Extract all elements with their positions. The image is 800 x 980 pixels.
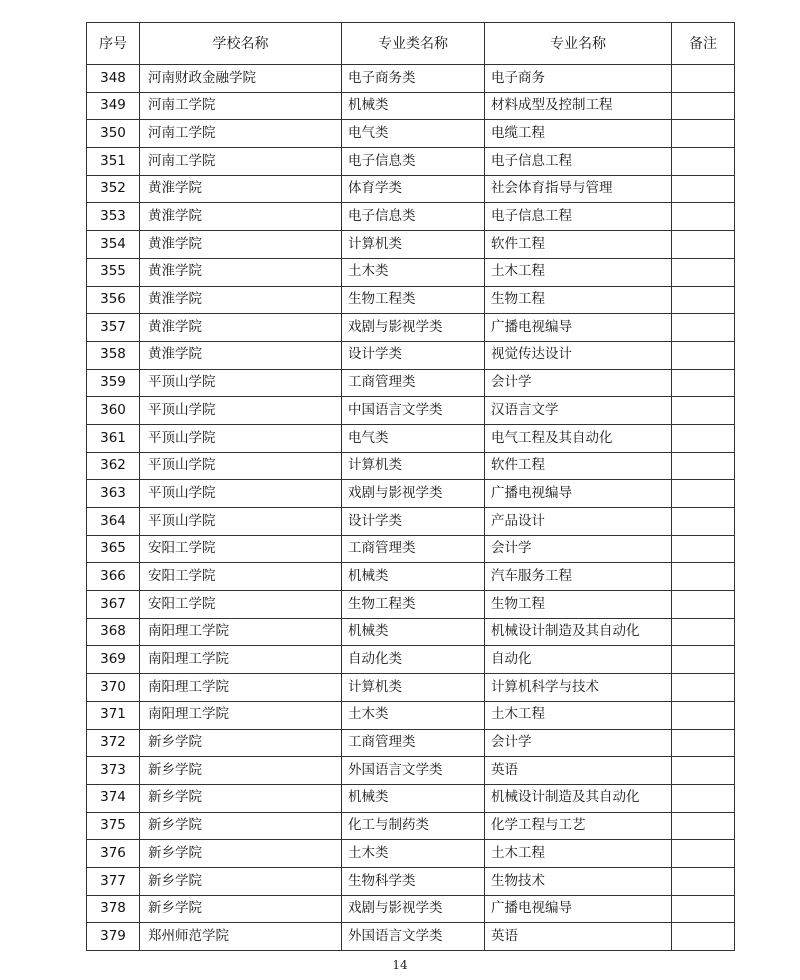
cell-no: 364 [87, 508, 140, 536]
cell-major: 电子信息工程 [485, 148, 672, 176]
table-row [87, 203, 735, 231]
cell-category: 戏剧与影视学类 [342, 480, 485, 508]
cell-school: 安阳工学院 [140, 563, 342, 591]
table-row [87, 840, 735, 868]
cell-no: 378 [87, 895, 140, 923]
cell-no: 350 [87, 120, 140, 148]
table-row [87, 148, 735, 176]
cell-note [672, 369, 735, 397]
cell-school: 平顶山学院 [140, 397, 342, 425]
cell-no: 371 [87, 701, 140, 729]
table-row [87, 729, 735, 757]
cell-note [672, 591, 735, 619]
cell-major: 英语 [485, 923, 672, 951]
cell-major: 英语 [485, 757, 672, 785]
cell-school: 新乡学院 [140, 784, 342, 812]
cell-major: 广播电视编导 [485, 314, 672, 342]
cell-school: 河南工学院 [140, 148, 342, 176]
cell-category: 工商管理类 [342, 369, 485, 397]
cell-category: 生物工程类 [342, 591, 485, 619]
cell-no: 373 [87, 757, 140, 785]
cell-note [672, 757, 735, 785]
cell-note [672, 480, 735, 508]
cell-school: 新乡学院 [140, 729, 342, 757]
cell-school: 安阳工学院 [140, 535, 342, 563]
cell-note [672, 784, 735, 812]
cell-no: 359 [87, 369, 140, 397]
header-major: 专业名称 [485, 23, 672, 65]
cell-school: 新乡学院 [140, 840, 342, 868]
cell-category: 生物科学类 [342, 867, 485, 895]
header-no: 序号 [87, 23, 140, 65]
cell-no: 361 [87, 424, 140, 452]
cell-major: 会计学 [485, 535, 672, 563]
cell-note [672, 203, 735, 231]
cell-category: 中国语言文学类 [342, 397, 485, 425]
header-school: 学校名称 [140, 23, 342, 65]
cell-category: 电子商务类 [342, 65, 485, 93]
cell-no: 375 [87, 812, 140, 840]
table-row [87, 314, 735, 342]
cell-major: 广播电视编导 [485, 895, 672, 923]
cell-no: 372 [87, 729, 140, 757]
table-header [87, 23, 735, 65]
table-row [87, 508, 735, 536]
cell-category: 机械类 [342, 618, 485, 646]
cell-no: 367 [87, 591, 140, 619]
cell-major: 产品设计 [485, 508, 672, 536]
table-row [87, 480, 735, 508]
cell-school: 新乡学院 [140, 867, 342, 895]
cell-category: 设计学类 [342, 508, 485, 536]
cell-note [672, 452, 735, 480]
table-row [87, 424, 735, 452]
cell-note [672, 535, 735, 563]
cell-school: 平顶山学院 [140, 452, 342, 480]
cell-note [672, 397, 735, 425]
cell-school: 河南财政金融学院 [140, 65, 342, 93]
cell-major: 电子商务 [485, 65, 672, 93]
page-number: 14 [392, 958, 408, 972]
cell-major: 土木工程 [485, 701, 672, 729]
cell-category: 机械类 [342, 92, 485, 120]
cell-major: 土木工程 [485, 258, 672, 286]
cell-no: 374 [87, 784, 140, 812]
table-row [87, 591, 735, 619]
cell-major: 自动化 [485, 646, 672, 674]
cell-no: 370 [87, 674, 140, 702]
cell-major: 计算机科学与技术 [485, 674, 672, 702]
cell-major: 机械设计制造及其自动化 [485, 618, 672, 646]
cell-category: 戏剧与影视学类 [342, 895, 485, 923]
cell-no: 379 [87, 923, 140, 951]
table-row [87, 452, 735, 480]
cell-category: 戏剧与影视学类 [342, 314, 485, 342]
cell-category: 自动化类 [342, 646, 485, 674]
cell-category: 电气类 [342, 424, 485, 452]
cell-school: 新乡学院 [140, 812, 342, 840]
cell-category: 计算机类 [342, 452, 485, 480]
cell-school: 南阳理工学院 [140, 674, 342, 702]
cell-school: 黄淮学院 [140, 175, 342, 203]
cell-category: 电子信息类 [342, 148, 485, 176]
table-row [87, 563, 735, 591]
cell-no: 368 [87, 618, 140, 646]
cell-note [672, 729, 735, 757]
cell-note [672, 508, 735, 536]
cell-school: 新乡学院 [140, 895, 342, 923]
cell-no: 362 [87, 452, 140, 480]
cell-note [672, 812, 735, 840]
cell-major: 生物工程 [485, 591, 672, 619]
table-row [87, 923, 735, 951]
cell-note [672, 92, 735, 120]
cell-category: 计算机类 [342, 674, 485, 702]
cell-major: 材料成型及控制工程 [485, 92, 672, 120]
cell-major: 生物工程 [485, 286, 672, 314]
cell-note [672, 286, 735, 314]
cell-category: 外国语言文学类 [342, 757, 485, 785]
table-row [87, 120, 735, 148]
cell-note [672, 341, 735, 369]
cell-school: 平顶山学院 [140, 480, 342, 508]
cell-major: 会计学 [485, 369, 672, 397]
cell-note [672, 840, 735, 868]
cell-major: 电缆工程 [485, 120, 672, 148]
cell-no: 366 [87, 563, 140, 591]
majors-table [86, 22, 735, 951]
cell-school: 黄淮学院 [140, 258, 342, 286]
cell-category: 工商管理类 [342, 535, 485, 563]
table-row [87, 92, 735, 120]
table-row [87, 618, 735, 646]
cell-school: 河南工学院 [140, 120, 342, 148]
cell-category: 计算机类 [342, 231, 485, 259]
table-row [87, 175, 735, 203]
cell-category: 生物工程类 [342, 286, 485, 314]
cell-school: 河南工学院 [140, 92, 342, 120]
cell-school: 黄淮学院 [140, 203, 342, 231]
cell-no: 354 [87, 231, 140, 259]
table-row [87, 674, 735, 702]
cell-no: 360 [87, 397, 140, 425]
cell-category: 体育学类 [342, 175, 485, 203]
cell-major: 社会体育指导与管理 [485, 175, 672, 203]
cell-major: 会计学 [485, 729, 672, 757]
table-row [87, 231, 735, 259]
cell-major: 土木工程 [485, 840, 672, 868]
cell-major: 化学工程与工艺 [485, 812, 672, 840]
table-row [87, 341, 735, 369]
cell-school: 黄淮学院 [140, 314, 342, 342]
cell-school: 黄淮学院 [140, 286, 342, 314]
cell-note [672, 175, 735, 203]
cell-category: 土木类 [342, 840, 485, 868]
cell-school: 安阳工学院 [140, 591, 342, 619]
cell-note [672, 563, 735, 591]
cell-school: 平顶山学院 [140, 369, 342, 397]
cell-major: 电气工程及其自动化 [485, 424, 672, 452]
cell-no: 349 [87, 92, 140, 120]
table-body [87, 65, 735, 951]
cell-major: 机械设计制造及其自动化 [485, 784, 672, 812]
cell-no: 377 [87, 867, 140, 895]
cell-no: 355 [87, 258, 140, 286]
cell-category: 电气类 [342, 120, 485, 148]
cell-school: 平顶山学院 [140, 424, 342, 452]
table-row [87, 701, 735, 729]
cell-category: 机械类 [342, 784, 485, 812]
table-row [87, 867, 735, 895]
cell-major: 软件工程 [485, 452, 672, 480]
cell-note [672, 148, 735, 176]
cell-school: 平顶山学院 [140, 508, 342, 536]
cell-note [672, 314, 735, 342]
cell-school: 黄淮学院 [140, 341, 342, 369]
cell-category: 机械类 [342, 563, 485, 591]
cell-school: 郑州师范学院 [140, 923, 342, 951]
cell-category: 土木类 [342, 258, 485, 286]
header-category: 专业类名称 [342, 23, 485, 65]
cell-school: 黄淮学院 [140, 231, 342, 259]
cell-no: 353 [87, 203, 140, 231]
table-row [87, 65, 735, 93]
cell-note [672, 120, 735, 148]
table-row [87, 397, 735, 425]
header-row [87, 23, 735, 65]
table-row [87, 258, 735, 286]
cell-major: 汽车服务工程 [485, 563, 672, 591]
cell-note [672, 867, 735, 895]
table-row [87, 895, 735, 923]
table-row [87, 286, 735, 314]
cell-no: 376 [87, 840, 140, 868]
cell-school: 南阳理工学院 [140, 618, 342, 646]
cell-no: 357 [87, 314, 140, 342]
cell-note [672, 618, 735, 646]
cell-no: 363 [87, 480, 140, 508]
header-note: 备注 [672, 23, 735, 65]
cell-major: 电子信息工程 [485, 203, 672, 231]
cell-school: 南阳理工学院 [140, 646, 342, 674]
cell-no: 358 [87, 341, 140, 369]
cell-category: 工商管理类 [342, 729, 485, 757]
table-row [87, 535, 735, 563]
cell-no: 365 [87, 535, 140, 563]
cell-note [672, 701, 735, 729]
table-row [87, 369, 735, 397]
cell-school: 南阳理工学院 [140, 701, 342, 729]
cell-note [672, 646, 735, 674]
cell-major: 广播电视编导 [485, 480, 672, 508]
table-row [87, 757, 735, 785]
cell-category: 设计学类 [342, 341, 485, 369]
cell-note [672, 424, 735, 452]
cell-note [672, 231, 735, 259]
cell-no: 352 [87, 175, 140, 203]
cell-major: 软件工程 [485, 231, 672, 259]
table-row [87, 646, 735, 674]
cell-category: 外国语言文学类 [342, 923, 485, 951]
cell-note [672, 258, 735, 286]
cell-category: 土木类 [342, 701, 485, 729]
cell-note [672, 65, 735, 93]
table-row [87, 784, 735, 812]
cell-major: 汉语言文学 [485, 397, 672, 425]
cell-category: 化工与制药类 [342, 812, 485, 840]
cell-note [672, 923, 735, 951]
cell-school: 新乡学院 [140, 757, 342, 785]
cell-no: 351 [87, 148, 140, 176]
cell-no: 348 [87, 65, 140, 93]
cell-major: 生物技术 [485, 867, 672, 895]
cell-major: 视觉传达设计 [485, 341, 672, 369]
cell-category: 电子信息类 [342, 203, 485, 231]
cell-no: 356 [87, 286, 140, 314]
cell-note [672, 674, 735, 702]
cell-no: 369 [87, 646, 140, 674]
table-row [87, 812, 735, 840]
cell-note [672, 895, 735, 923]
